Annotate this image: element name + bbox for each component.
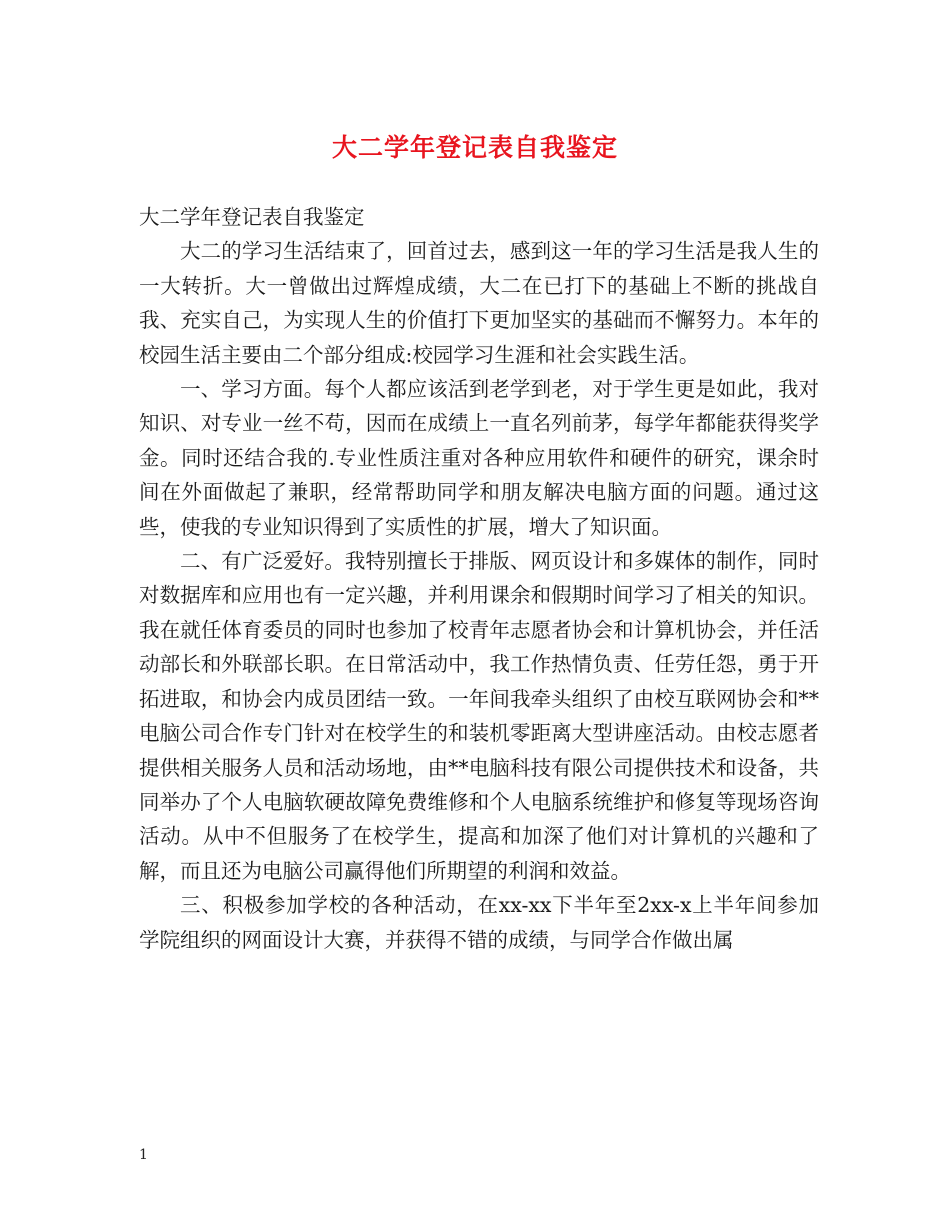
- paragraph-intro: 大二的学习生活结束了，回首过去，感到这一年的学习生活是我人生的一大转折。大一曾做出过辉煌成绩，大二在已打下的基础上不断的挑战自我、充实自己，为实现人生的价值打下更加坚实的基础而不懈努力。本年的校园生活主要由二个部分组成:校园学习生涯和社会实践生活。: [139, 239, 819, 367]
- page-number: 1: [139, 1147, 148, 1163]
- document-body: [139, 200, 819, 957]
- document-subtitle: 大二学年登记表自我鉴定: [139, 205, 365, 229]
- document-title: 大二学年登记表自我鉴定: [331, 133, 618, 162]
- paragraph-study: 一、学习方面。每个人都应该活到老学到老，对于学生更是如此，我对知识、对专业一丝不苟，因而在成绩上一直名列前茅，每学年都能获得奖学金。同时还结合我的.专业性质注重对各种应用软件和硬件的研究，课余时间在外面做起了兼职，经常帮助同学和朋友解决电脑方面的问题。通过这些，使我的专业知识得到了实质性的扩展，增大了知识面。: [139, 377, 819, 539]
- paragraph-activities: 三、积极参加学校的各种活动，在xx-xx下半年至2xx-x上半年间参加学院组织的网面设计大赛，并获得不错的成绩，与同学合作做出属: [139, 893, 819, 952]
- paragraph-hobbies: 二、有广泛爱好。我特别擅长于排版、网页设计和多媒体的制作，同时对数据库和应用也有一定兴趣，并利用课余和假期时间学习了相关的知识。我在就任体育委员的同时也参加了校青年志愿者协会和计算机协会，并任活动部长和外联部长职。在日常活动中，我工作热情负责、任劳任怨，勇于开拓进取，和协会内成员团结一致。一年间我牵头组织了由校互联网协会和**电脑公司合作专门针对在校学生的和装机零距离大型讲座活动。由校志愿者提供相关服务人员和活动场地，由**电脑科技有限公司提供技术和设备，共同举办了个人电脑软硬故障免费维修和个人电脑系统维护和修复等现场咨询活动。从中不但服务了在校学生，提高和加深了他们对计算机的兴趣和了解，而且还为电脑公司赢得他们所期望的利润和效益。: [139, 549, 819, 883]
